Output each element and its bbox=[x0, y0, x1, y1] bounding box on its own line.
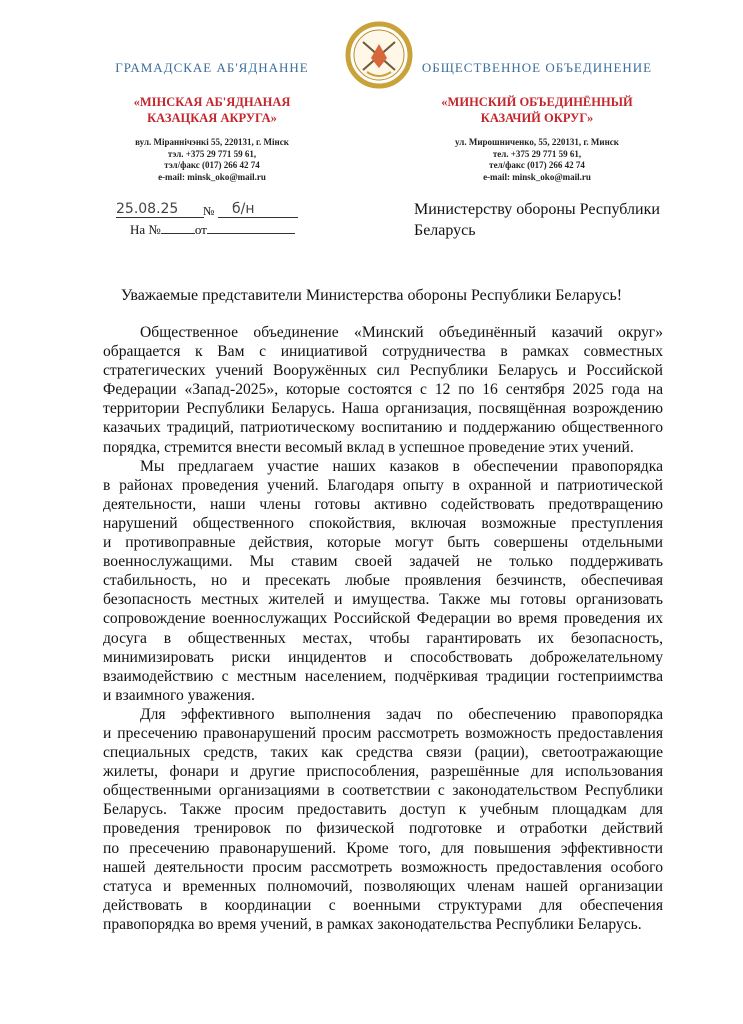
paragraph-line: досуга в общественных местах, чтобы гарантировать их безопасность, bbox=[103, 629, 663, 647]
address-line: тел. +375 29 771 59 61, bbox=[492, 148, 582, 159]
address-line: тэл. +375 29 771 59 61, bbox=[167, 148, 257, 159]
left-address bbox=[62, 137, 362, 183]
paragraph-line: стратегических учений Вооружённых сил Республики Беларусь и Российской bbox=[103, 362, 663, 380]
reply-label: На № bbox=[130, 222, 161, 237]
paragraph bbox=[103, 457, 663, 705]
right-org-name bbox=[387, 94, 687, 126]
paragraph-line: стабильность, но и пресекать любые проявления безчинств, обеспечивая bbox=[103, 572, 663, 590]
paragraph bbox=[103, 705, 663, 934]
name-line: КАЗАЦКАЯ АКРУГА» bbox=[147, 111, 277, 125]
paragraph-line: Мы предлагаем участие наших казаков в обеспечении правопорядка bbox=[140, 457, 663, 475]
recipient bbox=[414, 199, 660, 241]
paragraph-line: порядка, стремится внести весомый вклад в успешное проведение этих учений. bbox=[103, 438, 634, 456]
letter-date: 25.08.25 bbox=[116, 201, 204, 218]
paragraph bbox=[103, 323, 663, 457]
paragraph-line: Федерации «Запад-2025», которые состоятся с 12 по 16 сентября 2025 года на bbox=[103, 381, 663, 399]
paragraph-line: жилеты, фонари и другие приспособления, разрешённые для использования bbox=[103, 763, 663, 781]
address-line: e-mail: minsk_oko@mail.ru bbox=[158, 171, 266, 182]
paragraph-line: Общественное объединение «Минский объединённый казачий округ» bbox=[140, 324, 663, 341]
outgoing-reference bbox=[116, 201, 300, 219]
paragraph-line: взаимодействию с местным населением, подчёркивая традиции гостеприимства bbox=[103, 667, 663, 685]
right-address bbox=[387, 137, 687, 183]
paragraph-line: казачьих традиций, патриотическому воспитанию и поддержанию общественного bbox=[103, 419, 663, 437]
reply-reference bbox=[130, 222, 295, 238]
address-line: ул. Мирошниченко, 55, 220131, г. Минск bbox=[455, 137, 619, 147]
address-line: e-mail: minsk_oko@mail.ru bbox=[483, 171, 591, 182]
paragraph-line: Беларусь. Также просим предоставить доступ к учебным площадкам для bbox=[103, 801, 663, 819]
paragraph-line: и взаимного уважения. bbox=[103, 686, 255, 704]
letter-number: б/н bbox=[218, 201, 298, 218]
from-label: от bbox=[194, 222, 207, 237]
number-label: № bbox=[203, 204, 215, 218]
paragraph-line: деятельности, наши члены готовы активно содействовать предотвращению bbox=[103, 495, 663, 513]
right-org-type: ОБЩЕСТВЕННОЕ ОБЪЕДИНЕНИЕ bbox=[421, 60, 653, 75]
paragraph-line: статуса и временных полномочий, позволяющих членам нашей организации bbox=[103, 877, 663, 895]
name-line: «МИНСКИЙ ОБЪЕДИНЁННЫЙ bbox=[441, 95, 633, 109]
paragraph-line: и противоправные действия, которые могут быть совершены отдельными bbox=[103, 534, 663, 552]
paragraph-line: по пресечению правонарушений. Кроме того, для повышения эффективности bbox=[103, 839, 663, 857]
recipient-line: Министерству обороны Республики bbox=[414, 201, 660, 218]
left-org-name bbox=[62, 94, 362, 126]
cossack-emblem-icon bbox=[345, 20, 413, 90]
paragraph-line: нашей деятельности просим рассмотреть возможность предоставления особого bbox=[103, 858, 663, 876]
paragraph-line: обращается к Вам с инициативой сотрудничества в рамках совместных bbox=[103, 343, 663, 361]
paragraph-line: действовать в координации с военными структурами для обеспечения bbox=[103, 896, 663, 914]
paragraph-line: проведения тренировок по физической подготовке и отработки действий bbox=[103, 820, 663, 838]
paragraph-line: в районах проведения учений. Благодаря опыту в охранной и патриотической bbox=[103, 476, 663, 494]
paragraph-line: Для эффективного выполнения задач по обеспечению правопорядка bbox=[140, 705, 663, 723]
paragraph-line: специальных средств, таких как средства связи (рации), светоотражающие bbox=[103, 744, 663, 762]
paragraph-line: минимизировать риски инцидентов и способствовать доброжелательному bbox=[103, 648, 663, 666]
paragraph-line: сопровождение военнослужащих Российской Федерации во время проведения их bbox=[103, 610, 663, 628]
paragraph-line: территории Республики Беларусь. Наша организация, посвящённая возрождению bbox=[103, 400, 663, 418]
address-line: тэл/факс (017) 266 42 74 bbox=[164, 160, 260, 170]
name-line: «МІНСКАЯ АБ'ЯДНАНАЯ bbox=[133, 95, 291, 109]
paragraph-line: правопорядка во время учений, в рамках законодательства Республики Беларусь. bbox=[103, 915, 642, 933]
address-line: вул. Міраннічэнкі 55, 220131, г. Мінск bbox=[135, 137, 289, 147]
letter-body bbox=[103, 323, 663, 934]
left-org-type: ГРАМАДСКАЕ АБ'ЯДНАННЕ bbox=[115, 60, 309, 75]
paragraph-line: безопасность местных жителей и имущества. Также мы готовы организовать bbox=[103, 591, 663, 609]
paragraph-line: общественными организациями в соответствии с законодательством Республики bbox=[103, 782, 663, 800]
salutation: Уважаемые представители Министерства обороны Республики Беларусь! bbox=[120, 287, 623, 304]
recipient-line: Беларусь bbox=[414, 222, 476, 239]
paragraph-line: и пресечению правонарушений просим рассмотреть возможность предоставления bbox=[103, 724, 663, 742]
paragraph-line: нарушений общественного спокойствия, включая возможные преступления bbox=[103, 514, 663, 532]
name-line: КАЗАЧИЙ ОКРУГ» bbox=[480, 111, 594, 125]
address-line: тел/факс (017) 266 42 74 bbox=[489, 160, 585, 170]
paragraph-line: военнослужащими. Мы ставим своей задачей не только поддерживать bbox=[103, 553, 663, 571]
